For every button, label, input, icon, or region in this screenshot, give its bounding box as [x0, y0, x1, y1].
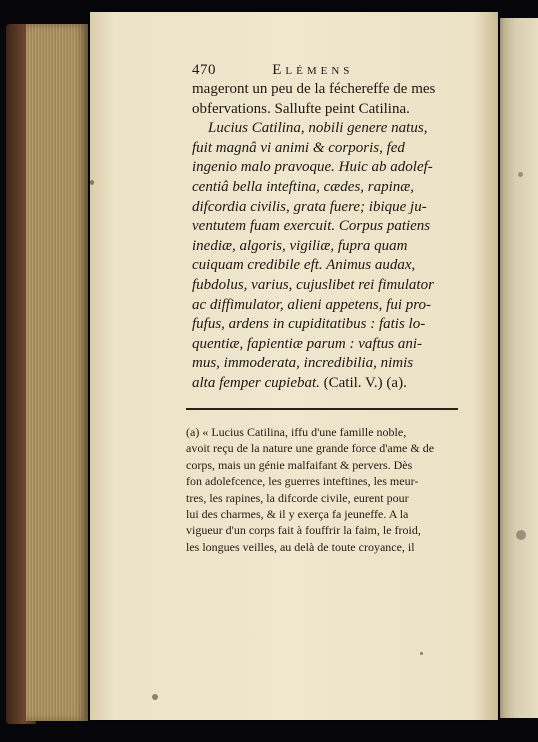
foxing-spot: [516, 530, 526, 540]
foxing-spot: [90, 180, 94, 185]
page-block-edge: [26, 24, 88, 721]
footnote-line: avoit reçu de la nature une grande force d'ame & de: [186, 441, 435, 456]
latin-quote-line: Lucius Catilina, nobili genere natus,: [208, 120, 428, 137]
latin-quote-line: cuiquam credibile eft. Animus audax,: [192, 257, 416, 274]
footnote-divider: [186, 408, 458, 410]
latin-quote-line: difcordia civilis, grata fuere; ibique ju-: [192, 198, 427, 215]
latin-quote-line: mus, immoderata, incredibilia, nimis: [192, 355, 414, 372]
foxing-spot: [420, 652, 423, 655]
running-title: Elémens: [272, 62, 354, 78]
text-line: mageront un peu de la féchereffe de mes: [192, 81, 436, 97]
page-number: 470: [192, 62, 216, 78]
footnote: [186, 424, 458, 555]
latin-quote-line: fufus, ardens in cupiditatibus : fatis lo-: [192, 316, 426, 333]
footnote-line: les longues veilles, au delà de toute croyance, il: [186, 539, 415, 554]
footnote-line: lui des charmes, & il y exerça fa jeuneffe. A la: [186, 507, 409, 522]
latin-quote-line: ac diffimulator, alieni appetens, fui pro-: [192, 296, 432, 313]
foxing-spot: [518, 172, 523, 177]
text-line: obfervations. Sallufte peint Catilina.: [192, 100, 410, 117]
citation: (Catil. V.) (a).: [323, 374, 407, 391]
main-text: [192, 80, 464, 394]
latin-quote-line: inediæ, algoris, vigiliæ, fupra quam: [192, 237, 408, 254]
footnote-line: corps, mais un génie malfaifant & pervers. Dès: [186, 457, 413, 472]
latin-quote-line: centiâ bella inteftina, cædes, rapinæ,: [192, 178, 415, 195]
latin-quote-line: quentiæ, fapientiæ parum : vaftus ani-: [192, 335, 422, 352]
footnote-line: (a) « Lucius Catilina, iffu d'une famille noble,: [186, 425, 407, 439]
footnote-line: tres, les rapines, la difcorde civile, eurent pour: [186, 490, 409, 505]
footnote-line: vigueur d'un corps fait à fouffrir la faim, le froid,: [186, 523, 421, 538]
latin-quote-line: fubdolus, varius, cujuslibet rei fimulator: [192, 276, 434, 293]
page-header: [192, 62, 492, 79]
footnote-line: fon adolefcence, les guerres inteftines, les meur-: [186, 474, 419, 489]
latin-quote-line: ventutem fuam exercuit. Corpus patiens: [192, 218, 431, 235]
latin-quote-end: alta femper cupiebat.: [192, 374, 320, 391]
foxing-spot: [152, 694, 158, 700]
latin-quote-last-line: [192, 374, 464, 394]
latin-quote-line: fuit magnâ vi animi & corporis, fed: [192, 139, 405, 156]
latin-quote-line: ingenio malo pravoque. Huic ab adolef-: [192, 159, 433, 176]
facing-page-edge: [500, 18, 538, 718]
